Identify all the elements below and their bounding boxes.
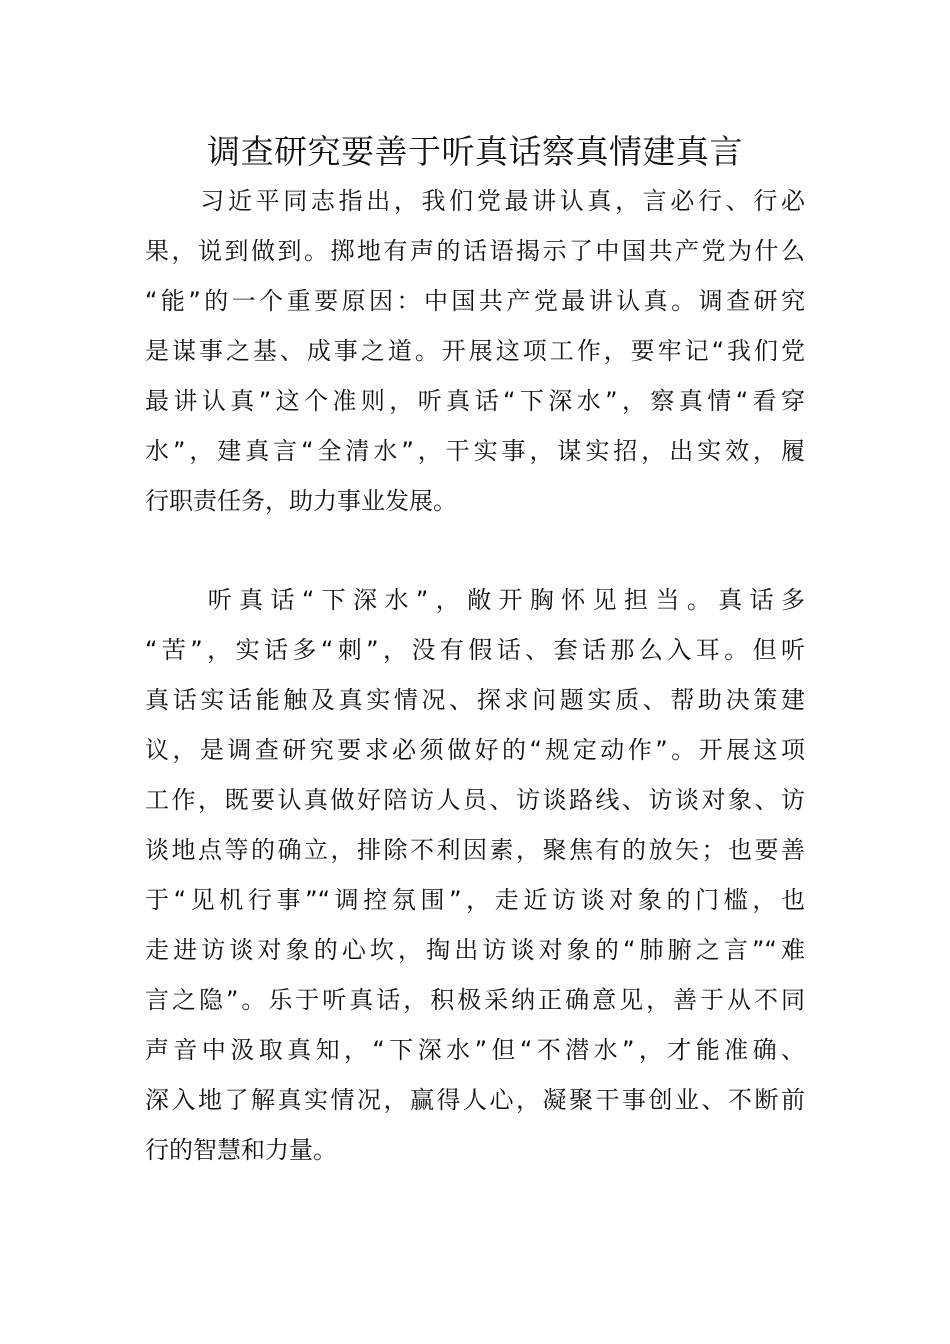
document-title: 调查研究要善于听真话察真情建真言 [207,132,743,171]
paragraph-line: 水”，建真言“全清水”，干实事，谋实招，出实效，履 [145,437,805,465]
paragraph-line: “能”的一个重要原因：中国共产党最讲认真。调查研究 [145,287,805,315]
paragraph-line: 习近平同志指出，我们党最讲认真，言必行、行必 [145,187,805,215]
paragraph-2 [145,575,805,1175]
paragraph-line: 工作，既要认真做好陪访人员、访谈路线、访谈对象、访 [145,786,805,814]
paragraph-line: 深入地了解真实情况，赢得人心，凝聚干事创业、不断前 [145,1086,805,1114]
paragraph-line: 谈地点等的确立，排除不利因素，聚焦有的放矢；也要善 [145,836,805,864]
paragraph-line: 声音中汲取真知，“下深水”但“不潜水”，才能准确、 [145,1036,805,1064]
paragraph-line: 行的智慧和力量。 [145,1136,337,1164]
paragraph-line: 是谋事之基、成事之道。开展这项工作，要牢记“我们党 [145,337,805,365]
paragraph-line: 行职责任务，助力事业发展。 [145,487,457,515]
paragraph-line: “苦”，实话多“刺”，没有假话、套话那么入耳。但听 [145,636,805,664]
paragraph-line: 于“见机行事”“调控氛围”，走近访谈对象的门槛，也 [145,886,805,914]
paragraph-1 [145,176,805,526]
paragraph-line: 走进访谈对象的心坎，掏出访谈对象的“肺腑之言”“难 [145,936,805,964]
paragraph-line: 最讲认真”这个准则，听真话“下深水”，察真情“看穿 [145,387,805,415]
paragraph-line: 言之隐”。乐于听真话，积极采纳正确意见，善于从不同 [145,986,805,1014]
paragraph-line: 议，是调查研究要求必须做好的“规定动作”。开展这项 [145,736,805,764]
paragraph-line: 真话实话能触及真实情况、探求问题实质、帮助决策建 [145,686,805,714]
paragraph-line: 听真话“下深水”，敞开胸怀见担当。真话多 [145,586,805,614]
paragraph-line: 果，说到做到。掷地有声的话语揭示了中国共产党为什么 [145,237,805,265]
